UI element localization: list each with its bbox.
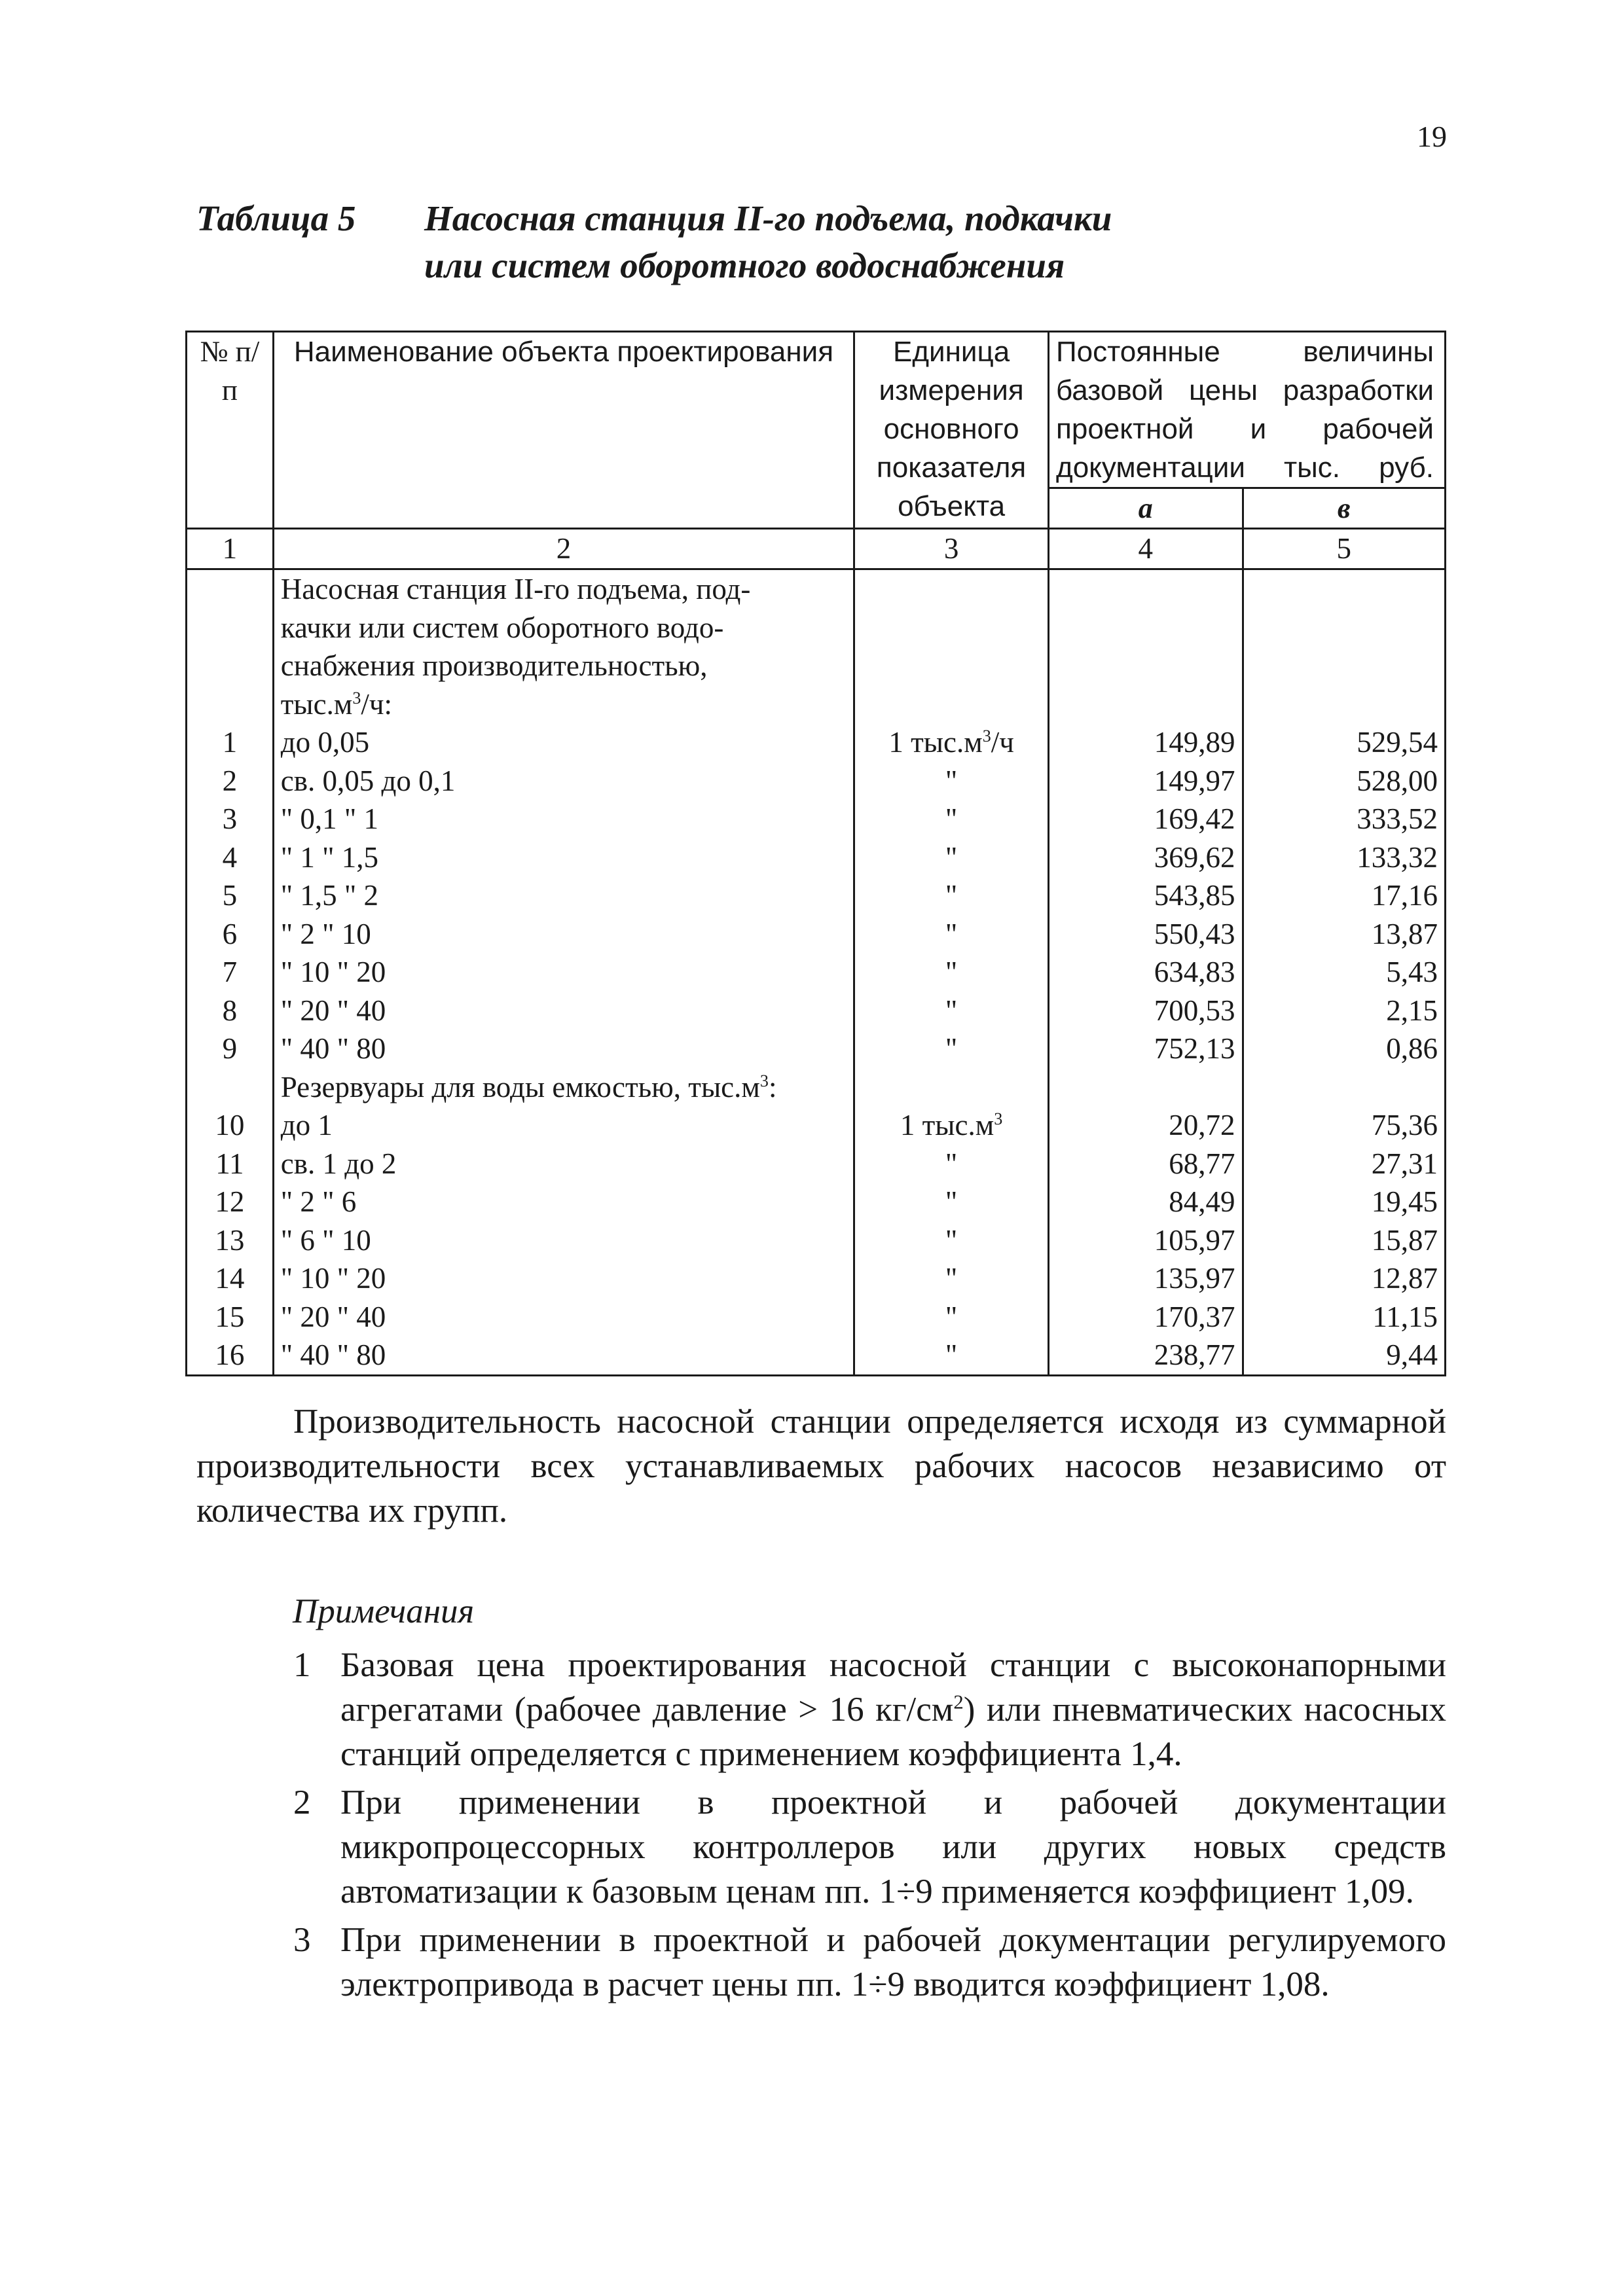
row-value-b: 528,00: [1243, 762, 1446, 800]
row-unit-empty: [854, 647, 1049, 685]
column-index-2: 2: [273, 529, 854, 569]
notes-list: [196, 1643, 1446, 2011]
header-sub-a: а: [1049, 488, 1243, 529]
row-value-b: 19,45: [1243, 1183, 1446, 1221]
row-unit: ": [854, 1030, 1049, 1068]
group-title-line: снабжения производительностью,: [273, 647, 854, 685]
row-value-a: 149,97: [1049, 762, 1243, 800]
row-value-b-empty: [1243, 1068, 1446, 1107]
header-row: [187, 332, 1446, 488]
row-unit: ": [854, 1221, 1049, 1260]
table-row: [187, 723, 1446, 762]
row-name: " 20 " 40: [273, 1298, 854, 1336]
group-unit-superscript: 3: [352, 688, 361, 708]
group-title-line: Насосная станция II-го подъема, под-: [273, 569, 854, 609]
row-name: св. 0,05 до 0,1: [273, 762, 854, 800]
row-value-a: 550,43: [1049, 915, 1243, 954]
table-row: [187, 1221, 1446, 1260]
row-number: 11: [187, 1145, 274, 1183]
row-name: " 0,1 " 1: [273, 800, 854, 838]
note-number: 3: [293, 1921, 311, 1959]
group-title-superscript: 3: [759, 1071, 769, 1090]
column-index-1: 1: [187, 529, 274, 569]
group-title-row: [187, 609, 1446, 647]
group-title-unit: $тыс.м^3/ч$:: [273, 685, 854, 724]
row-unit: ": [854, 876, 1049, 915]
row-value-a: 543,85: [1049, 876, 1243, 915]
row-number: 2: [187, 762, 274, 800]
column-index-3: 3: [854, 529, 1049, 569]
row-number-empty: [187, 609, 274, 647]
header-unit: Единица измерения основного показателя объекта: [854, 332, 1049, 529]
row-value-b: 75,36: [1243, 1106, 1446, 1145]
row-unit: ": [854, 1259, 1049, 1298]
header-object-name: Наименование объекта проектирования: [273, 332, 854, 529]
row-name: " 1,5 " 2: [273, 876, 854, 915]
group-title-row: [187, 647, 1446, 685]
row-name: " 1 " 1,5: [273, 838, 854, 877]
row-unit: ": [854, 915, 1049, 954]
page-number: 19: [1417, 120, 1447, 153]
row-unit-empty: [854, 609, 1049, 647]
table-row: [187, 1336, 1446, 1375]
row-value-a: 634,83: [1049, 953, 1243, 992]
row-number-empty: [187, 685, 274, 724]
row-name: " 40 " 80: [273, 1030, 854, 1068]
table-row: [187, 1183, 1446, 1221]
row-value-a: 752,13: [1049, 1030, 1243, 1068]
group-title-line: качки или систем оборотного водо-: [273, 609, 854, 647]
row-value-a: 84,49: [1049, 1183, 1243, 1221]
row-number: 6: [187, 915, 274, 954]
row-value-b-empty: [1243, 569, 1446, 609]
note-text: Базовая цена проектирования насосной станции с высоконапорными агрегатами (рабочее давление > 16 $кг/см^2$) или пневматических насосных станций определяется с применением коэффициента 1,4.: [340, 1646, 1446, 1773]
table-row: [187, 762, 1446, 800]
row-value-b-empty: [1243, 685, 1446, 724]
table-row: [187, 1145, 1446, 1183]
row-name: " 10 " 20: [273, 1259, 854, 1298]
row-value-b-empty: [1243, 647, 1446, 685]
column-index-4: 4: [1049, 529, 1243, 569]
header-sub-b: в: [1243, 488, 1446, 529]
row-value-b: 529,54: [1243, 723, 1446, 762]
table-row: [187, 876, 1446, 915]
note-text: При применении в проектной и рабочей документации регулируемого электропривода в расчет цены пп. 1÷9 вводится коэффициент 1,08.: [340, 1921, 1446, 2003]
table-body: [187, 569, 1446, 1376]
note-item: [196, 1643, 1446, 1776]
row-value-b: 13,87: [1243, 915, 1446, 954]
row-unit-superscript: 3: [982, 726, 991, 745]
row-name: " 20 " 40: [273, 992, 854, 1030]
row-number: 15: [187, 1298, 274, 1336]
row-number: 7: [187, 953, 274, 992]
row-value-a-empty: [1049, 685, 1243, 724]
row-name: " 40 " 80: [273, 1336, 854, 1375]
row-value-a-empty: [1049, 1068, 1243, 1107]
table-row: [187, 953, 1446, 992]
note-number: 2: [293, 1784, 311, 1821]
row-unit-empty: [854, 1068, 1049, 1107]
row-unit: ": [854, 1298, 1049, 1336]
row-value-a: 170,37: [1049, 1298, 1243, 1336]
row-unit-empty: [854, 569, 1049, 609]
row-unit: ": [854, 1145, 1049, 1183]
row-name: " 10 " 20: [273, 953, 854, 992]
row-unit-superscript: 3: [994, 1109, 1003, 1128]
row-unit: ": [854, 800, 1049, 838]
group-title-row: [187, 569, 1446, 609]
table-header: [187, 332, 1446, 529]
column-index-row: [187, 529, 1446, 569]
group-title-row: [187, 685, 1446, 724]
row-value-a-empty: [1049, 609, 1243, 647]
row-number: 9: [187, 1030, 274, 1068]
caption-label: Таблица 5: [196, 198, 356, 238]
row-value-b: 133,32: [1243, 838, 1446, 877]
row-name: св. 1 до 2: [273, 1145, 854, 1183]
row-value-a: 68,77: [1049, 1145, 1243, 1183]
row-value-b: 15,87: [1243, 1221, 1446, 1260]
row-number: 16: [187, 1336, 274, 1375]
table-row: [187, 915, 1446, 954]
body-paragraph: Производительность насосной станции определяется исходя из суммарной производительности всех устанавливаемых рабочих насосов независимо от количества их групп.: [196, 1403, 1446, 1530]
row-value-a: 238,77: [1049, 1336, 1243, 1375]
row-number: 8: [187, 992, 274, 1030]
caption-title-line-1: Насосная станция II-го подъема, подкачки: [424, 198, 1112, 238]
note-number: 1: [293, 1646, 311, 1684]
row-unit: 1 $тыс.м^3$: [854, 1106, 1049, 1145]
row-unit: ": [854, 762, 1049, 800]
table-row: [187, 1106, 1446, 1145]
group-title-reservoirs: Резервуары для воды емкостью, $тыс.м^3$:: [273, 1068, 854, 1107]
row-value-b: 27,31: [1243, 1145, 1446, 1183]
caption-title-line-2: или систем оборотного водоснабжения: [424, 245, 1065, 285]
row-value-b: 0,86: [1243, 1030, 1446, 1068]
table-row: [187, 992, 1446, 1030]
row-number: 14: [187, 1259, 274, 1298]
header-number: № п/п: [187, 332, 274, 529]
caption-line-1: [196, 195, 1440, 242]
row-unit: ": [854, 838, 1049, 877]
row-name: " 6 " 10: [273, 1221, 854, 1260]
table-caption: [196, 195, 1440, 289]
column-index-5: 5: [1243, 529, 1446, 569]
table-row: [187, 838, 1446, 877]
row-value-a: 105,97: [1049, 1221, 1243, 1260]
row-number: 3: [187, 800, 274, 838]
row-number: 4: [187, 838, 274, 877]
row-name: " 2 " 6: [273, 1183, 854, 1221]
table-row: [187, 800, 1446, 838]
row-number: 13: [187, 1221, 274, 1260]
row-value-b: 2,15: [1243, 992, 1446, 1030]
row-value-a: 369,62: [1049, 838, 1243, 877]
row-number-empty: [187, 1068, 274, 1107]
row-value-a-empty: [1049, 647, 1243, 685]
table-row: [187, 1298, 1446, 1336]
row-value-a: 169,42: [1049, 800, 1243, 838]
group-title-row: [187, 1068, 1446, 1107]
note-text: При применении в проектной и рабочей документации микропроцессорных контроллеров или других новых средств автоматизации к базовым ценам пп. 1÷9 применяется коэффициент 1,09.: [340, 1784, 1446, 1910]
row-value-b: 12,87: [1243, 1259, 1446, 1298]
column-index-body: [187, 529, 1446, 569]
row-value-a: 700,53: [1049, 992, 1243, 1030]
row-number-empty: [187, 569, 274, 609]
row-unit: ": [854, 1183, 1049, 1221]
row-number: 12: [187, 1183, 274, 1221]
note-superscript: 2: [953, 1691, 964, 1713]
row-unit: ": [854, 953, 1049, 992]
row-number: 10: [187, 1106, 274, 1145]
table-row: [187, 1030, 1446, 1068]
row-value-a: 20,72: [1049, 1106, 1243, 1145]
header-constants: Постоянные величины базовой цены разработки проектной и рабочей документации тыс. руб.: [1049, 332, 1446, 488]
price-table: [185, 331, 1446, 1376]
row-value-a: 149,89: [1049, 723, 1243, 762]
row-name: до 0,05: [273, 723, 854, 762]
row-value-b: 333,52: [1243, 800, 1446, 838]
row-unit: ": [854, 1336, 1049, 1375]
row-value-b-empty: [1243, 609, 1446, 647]
row-number-empty: [187, 647, 274, 685]
row-value-b: 11,15: [1243, 1298, 1446, 1336]
row-unit: ": [854, 992, 1049, 1030]
table-row: [187, 1259, 1446, 1298]
note-item: [196, 1918, 1446, 2007]
row-value-a-empty: [1049, 569, 1243, 609]
row-value-b: 9,44: [1243, 1336, 1446, 1375]
row-value-a: 135,97: [1049, 1259, 1243, 1298]
row-unit-empty: [854, 685, 1049, 724]
notes-heading: Примечания: [293, 1592, 475, 1630]
row-value-b: 5,43: [1243, 953, 1446, 992]
row-number: 1: [187, 723, 274, 762]
row-number: 5: [187, 876, 274, 915]
note-item: [196, 1780, 1446, 1914]
row-value-b: 17,16: [1243, 876, 1446, 915]
row-name: " 2 " 10: [273, 915, 854, 954]
row-unit: 1 $тыс.м^3/ч$: [854, 723, 1049, 762]
row-name: до 1: [273, 1106, 854, 1145]
